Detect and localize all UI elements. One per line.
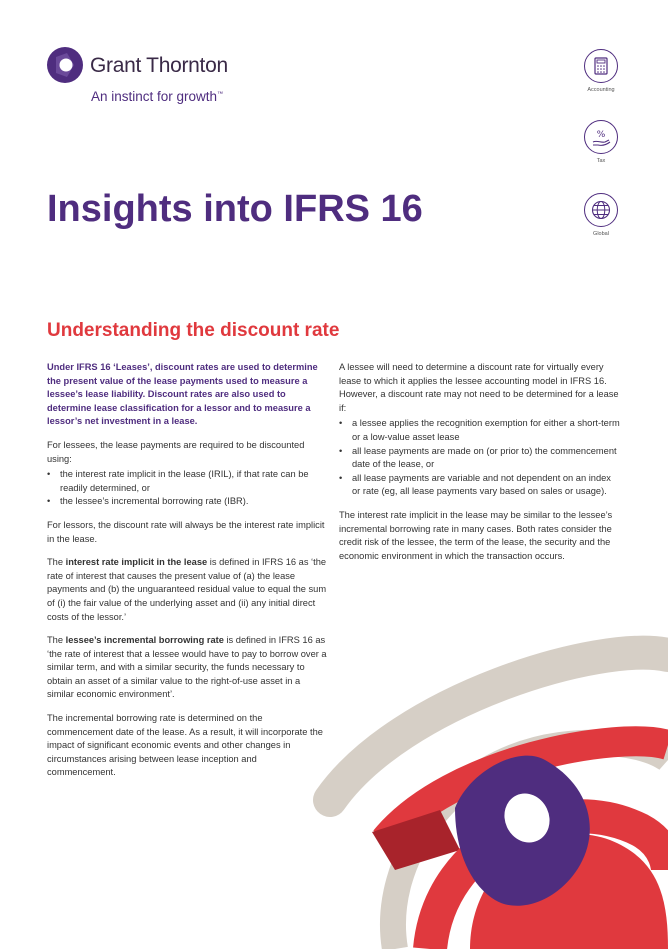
ibr-timing-paragraph: The incremental borrowing rate is determined on the commencement date of the lease. As a result, it will incorporate the impact of significant economic events and other changes in circumstances arising between lease inception and commencement. (47, 713, 323, 778)
lessees-discount-list (47, 468, 327, 509)
svg-text:%: % (596, 130, 606, 140)
exemptions-list (339, 417, 621, 499)
list-item: • all lease payments are variable and not dependent on an index or rate (eg, all lease payments vary based on sales or usage). (339, 472, 621, 499)
iril-pre: The (47, 557, 66, 568)
intro-paragraph: Under IFRS 16 ‘Leases’, discount rates are used to determine the present value of the lease payments used to measure a lessee’s lease liability. Discount rates are also used to determine lease classification for a lessor and to measure a lessor’s net investment in a lease. (47, 362, 318, 427)
rates-similarity-paragraph: The interest rate implicit in the lease may be similar to the lessee’s incremental borrowing rate in many cases. Both rates consider the credit risk of the lessee, the term of the lease, the security and the economic environment in which the transaction occurs. (339, 509, 613, 561)
brand-tagline (91, 89, 223, 104)
global-label: Global (593, 231, 609, 237)
iril-definition-paragraph (47, 556, 327, 624)
accounting-badge (583, 49, 619, 93)
brand-name: Grant Thornton (90, 54, 228, 77)
ibr-term: lessee’s incremental borrowing rate (65, 635, 224, 646)
lessee-discount-paragraph: A lessee will need to determine a discount rate for virtually every lease to which it applies the lessee accounting model in IFRS 16. However, a discount rate may not need to be determined for a lease if: (339, 362, 619, 413)
brand-tagline-text: An instinct for growth (91, 89, 218, 104)
right-column (339, 361, 621, 573)
iril-term: interest rate implicit in the lease (65, 557, 208, 568)
grant-thornton-logo-mark-icon (47, 47, 83, 83)
ibr-pre: The (47, 635, 66, 646)
left-column (47, 361, 327, 790)
list-item: • a lessee applies the recognition exemption for either a short-term or a low-value asset lease (339, 417, 621, 444)
accounting-icon (584, 49, 618, 83)
page-title: Insights into IFRS 16 (47, 188, 423, 230)
global-badge (583, 193, 619, 237)
ibr-definition-paragraph (47, 634, 327, 702)
tax-badge (583, 120, 619, 164)
global-icon (584, 193, 618, 227)
lessees-paragraph: For lessees, the lease payments are required to be discounted using: (47, 439, 305, 464)
list-item: • the interest rate implicit in the lease (IRIL), if that rate can be readily determined, or (47, 468, 327, 495)
tax-icon (584, 120, 618, 154)
list-item: • the lessee’s incremental borrowing rate (IBR). (47, 495, 327, 509)
trademark-mark: ™ (217, 91, 224, 98)
section-heading: Understanding the discount rate (47, 320, 340, 341)
lessors-paragraph: For lessors, the discount rate will always be the interest rate implicit in the lease. (47, 519, 325, 544)
list-item: • all lease payments are made on (or prior to) the commencement date of the lease, or (339, 445, 621, 472)
ibr-post: is defined in IFRS 16 as ‘the rate of interest that a lessee would have to pay to borrow over a similar term, and with a similar security, the funds necessary to obtain an asset of a similar value to the right-of-use asset in a similar economic environment’. (47, 635, 327, 700)
iril-post: is defined in IFRS 16 as ‘the rate of interest that causes the present value of (a) the lease payments and (b) the unguaranteed residual value to equal the sum of (i) the fair value of the underlying asset and (ii) any initial direct costs of the lessor.’ (47, 557, 327, 622)
tax-label: Tax (596, 158, 606, 164)
accounting-label: Accounting (587, 87, 615, 93)
